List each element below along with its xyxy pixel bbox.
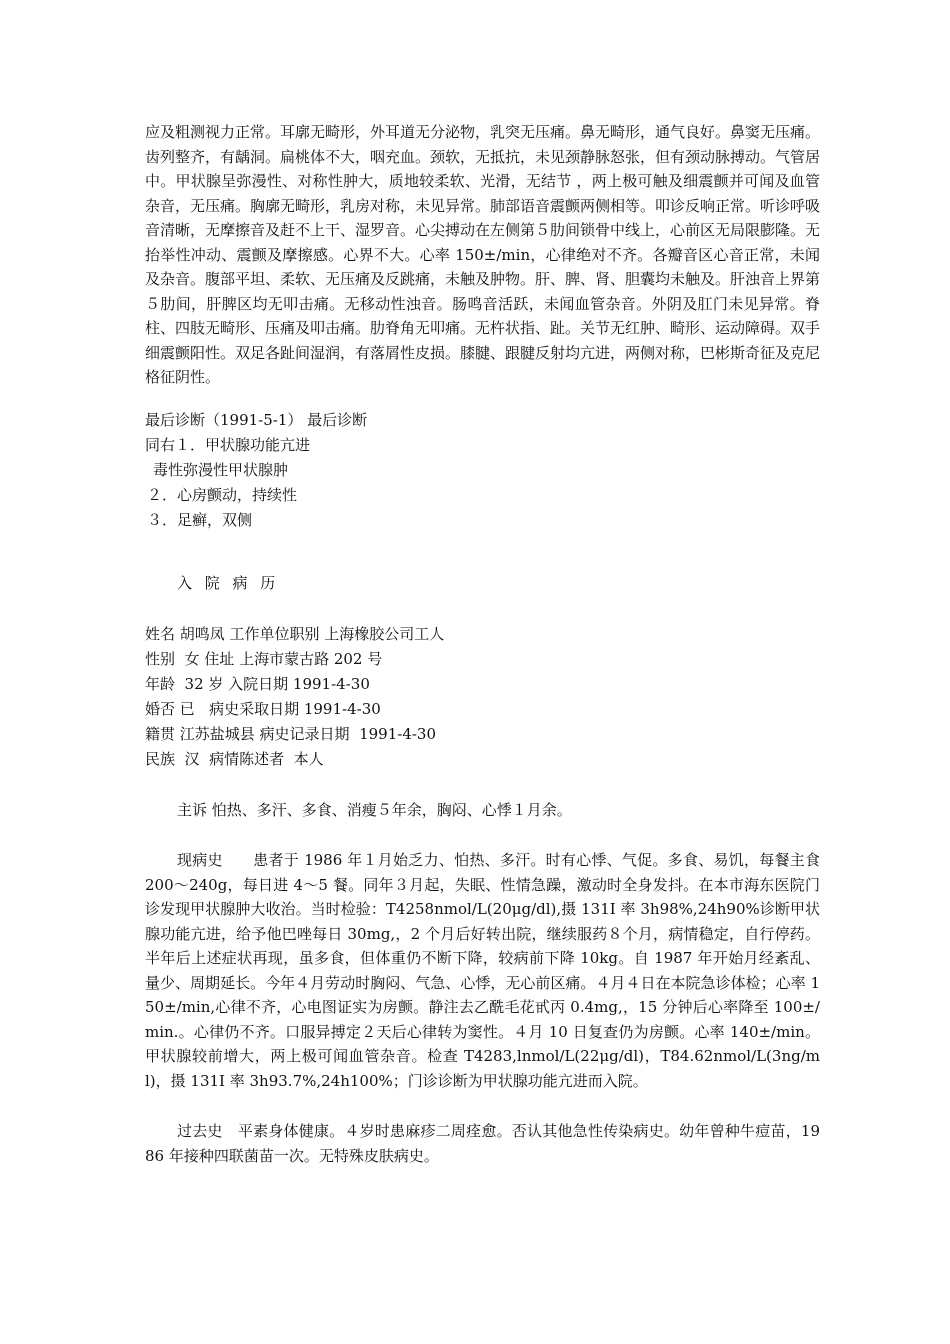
diagnosis-line-2: 毒性弥漫性甲状腺肿 [153,460,289,479]
patient-sex-line: 性别 女 住址 上海市蒙古路 202 号 [145,649,383,668]
patient-ethnicity-line: 民族 汉 病情陈述者 本人 [145,749,324,768]
spacer [145,772,820,798]
patient-age-line: 年龄 32 岁 入院日期 1991-4-30 [145,674,370,693]
admission-record-title: 入 院 病 历 [177,573,280,592]
diagnosis-line-3: ２．心房颤动，持续性 [147,485,298,504]
spacer [145,596,820,622]
document-page [145,120,820,1168]
diagnosis-header: 最后诊断（1991-5-1） 最后诊断 [145,410,368,429]
patient-marital-line: 婚否 已 病史采取日期 1991-4-30 [145,699,381,718]
chief-complaint: 主诉 怕热、多汗、多食、消瘦５年余，胸闷、心悸１月余。 [177,800,572,819]
physical-exam-paragraph: 应及粗测视力正常。耳廓无畸形，外耳道无分泌物，乳突无压痛。鼻无畸形，通气良好。鼻窦无压痛。齿列整齐，有龋洞。扁桃体不大，咽充血。颈软，无抵抗，未见颈静脉怒张，但有颈动脉搏动。气管居中。甲状腺呈弥漫性、对称性肿大，质地较柔软、光滑，无结节 ，两上极可触及细震颤并可闻及血管杂音，无压痛。胸廓无畸形，乳房对称，未见异常。肺部语音震颤两侧相等。叩诊反响正常。听诊呼吸音清晰，无摩擦音及赶不上干、湿罗音。心尖搏动在左侧第５肋间锁骨中线上，心前区无局限膨隆。无抬举性冲动、震颤及摩擦感。心界不大。心率 150±/min，心律绝对不齐。各瓣音区心音正常，未闻及杂音。腹部平坦、柔软、无压痛及反跳痛，未触及肿物。肝、脾、肾、胆囊均未触及。肝浊音上界第５肋间，肝脾区均无叩击痛。无移动性浊音。肠鸣音活跃，未闻血管杂音。外阴及肛门未见异常。脊柱、四肢无畸形、压痛及叩击痛。肋脊角无叩痛。无杵状指、趾。关节无红肿、畸形、运动障碍。双手细震颤阳性。双足各趾间湿润，有落屑性皮损。膝腱、跟腱反射均亢进，两侧对称，巴彬斯奇征及克尼格征阴性。 [145,123,821,386]
patient-info-block [145,622,820,772]
diagnosis-line-1: 同右１．甲状腺功能亢进 [145,435,311,454]
past-history: 过去史 平素身体健康。４岁时患麻疹二周痊愈。否认其他急性传染病史。幼年曾种牛痘苗，1986 年接种四联菌苗一次。无特殊皮肤病史。 [145,1122,820,1165]
patient-origin-line: 籍贯 江苏盐城县 病史记录日期 1991-4-30 [145,724,437,743]
spacer [145,1093,820,1119]
spacer [145,533,820,571]
final-diagnosis-block [145,408,820,533]
patient-name-line: 姓名 胡鸣凤 工作单位职别 上海橡胶公司工人 [145,624,445,643]
spacer [145,822,820,848]
spacer [145,390,820,408]
diagnosis-line-4: ３．足癣，双侧 [147,510,253,529]
present-illness-history: 现病史 患者于 1986 年１月始乏力、怕热、多汗。时有心悸、气促。多食、易饥，每餐主食 200～240g，每日进 4～5 餐。同年３月起，失眠、性情急躁，激动时全身发抖。在本市海东医院门诊发现甲状腺肿大收治。当时检验：T4258nmol/L(20μg/dl),摄 131I 率 3h98%,24h90%诊断甲状腺功能亢进，给予他巴唑每日 30mg,，2 个月后好转出院，继续服药８个月，病情稳定，自行停药。半年后上述症状再现，虽多食，但体重仍不断下降，较病前下降 10kg。自 1987 年开始月经紊乱、量少、周期延长。今年４月劳动时胸闷、气急、心悸，无心前区痛。４月４日在本院急诊体检；心率 150±/min,心律不齐，心电图证实为房颤。静注去乙酰毛花甙丙 0.4mg,，15 分钟后心率降至 100±/min.。心律仍不齐。口服异搏定２天后心律转为窦性。４月 10 日复查仍为房颤。心率 140±/min。甲状腺较前增大，两上极可闻血管杂音。检查 T4283,lnmol/L(22μg/dl)，T84.62nmol/L(3ng/ml)，摄 131I 率 3h93.7%,24h100%；门诊诊断为甲状腺功能亢进而入院。 [145,851,820,1090]
